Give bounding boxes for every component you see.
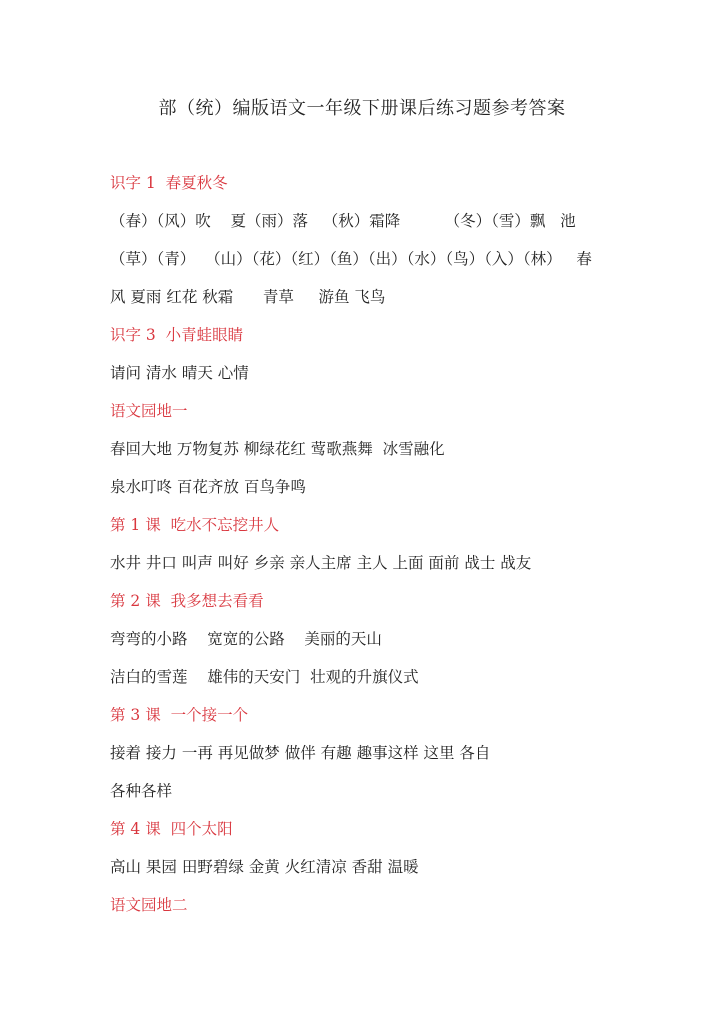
answer-line: 水井 井口 叫声 叫好 乡亲 亲人主席 主人 上面 面前 战士 战友: [110, 554, 532, 572]
document-title: 部（统）编版语文一年级下册课后练习题参考答案: [158, 98, 566, 119]
answer-line: 风 夏雨 红花 秋霜 青草 游鱼 飞鸟: [110, 288, 386, 306]
section-heading: 第 2 课 我多想去看看: [110, 592, 264, 610]
section-heading: 识字 1 春夏秋冬: [110, 174, 228, 192]
answer-line: 各种各样: [110, 782, 173, 800]
answer-line: 高山 果园 田野碧绿 金黄 火红清凉 香甜 温暖: [110, 858, 419, 876]
document-body: [110, 168, 630, 928]
answer-line: 请问 清水 晴天 心情: [110, 364, 249, 382]
answer-line: 春回大地 万物复苏 柳绿花红 莺歌燕舞 冰雪融化: [110, 440, 445, 458]
answer-line: 接着 接力 一再 再见做梦 做伴 有趣 趣事这样 这里 各自: [110, 744, 491, 762]
answer-line: 弯弯的小路 宽宽的公路 美丽的天山: [110, 630, 382, 648]
section-heading: 第 3 课 一个接一个: [110, 706, 249, 724]
answer-line: 洁白的雪莲 雄伟的天安门 壮观的升旗仪式: [110, 668, 419, 686]
answer-line: （草）（青） （山）（花）（红）（鱼）（出）（水）（鸟）（入）（林） 春: [110, 250, 592, 268]
answer-line: 泉水叮咚 百花齐放 百鸟争鸣: [110, 478, 306, 496]
answer-line: （春）（风）吹 夏（雨）落 （秋）霜降 （冬）（雪）飘 池: [110, 212, 576, 230]
section-heading: 第 1 课 吃水不忘挖井人: [110, 516, 280, 534]
section-heading: 语文园地一: [110, 402, 188, 420]
section-heading: 第 4 课 四个太阳: [110, 820, 233, 838]
section-heading: 语文园地二: [110, 896, 188, 914]
section-heading: 识字 3 小青蛙眼睛: [110, 326, 244, 344]
